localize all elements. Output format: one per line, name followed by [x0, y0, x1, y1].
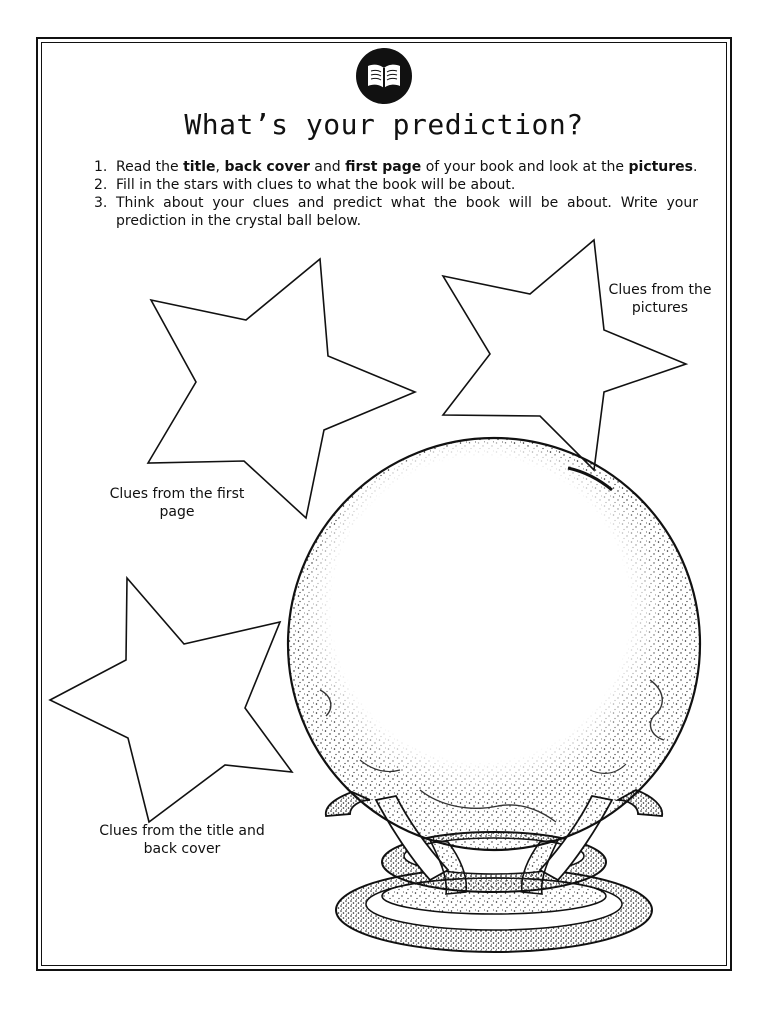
star-pictures [443, 240, 686, 470]
instruction-keyword: title [183, 159, 216, 175]
instruction-text: Fill in the stars with clues to what the book will be about. [116, 177, 516, 193]
instruction-text: , [215, 159, 225, 175]
instruction-text: and [309, 159, 346, 175]
crystal-ball-illustration [288, 438, 700, 952]
label-clues-pictures: Clues from the pictures [608, 282, 712, 316]
instruction-number: 1. [94, 159, 108, 175]
label-clues-title-cover: Clues from the title and back cover [99, 823, 265, 857]
instruction-keyword: first page [345, 159, 422, 175]
star-title-cover [50, 578, 292, 822]
instruction-keyword: back cover [224, 159, 310, 175]
label-clues-first-page: Clues from the first page [109, 486, 245, 520]
instruction-keyword: pictures [628, 159, 694, 175]
instruction-text: Read the [116, 159, 184, 175]
instruction-text: of your book and look at the [421, 159, 629, 175]
instruction-number: 2. [94, 177, 108, 193]
instruction-number: 3. [94, 195, 108, 211]
instruction-text: Think about your clues and predict what the book will be about. Write your prediction in the crystal ball below. [116, 195, 698, 229]
instruction-text: . [693, 159, 698, 175]
page-title: What’s your prediction? [184, 108, 584, 141]
